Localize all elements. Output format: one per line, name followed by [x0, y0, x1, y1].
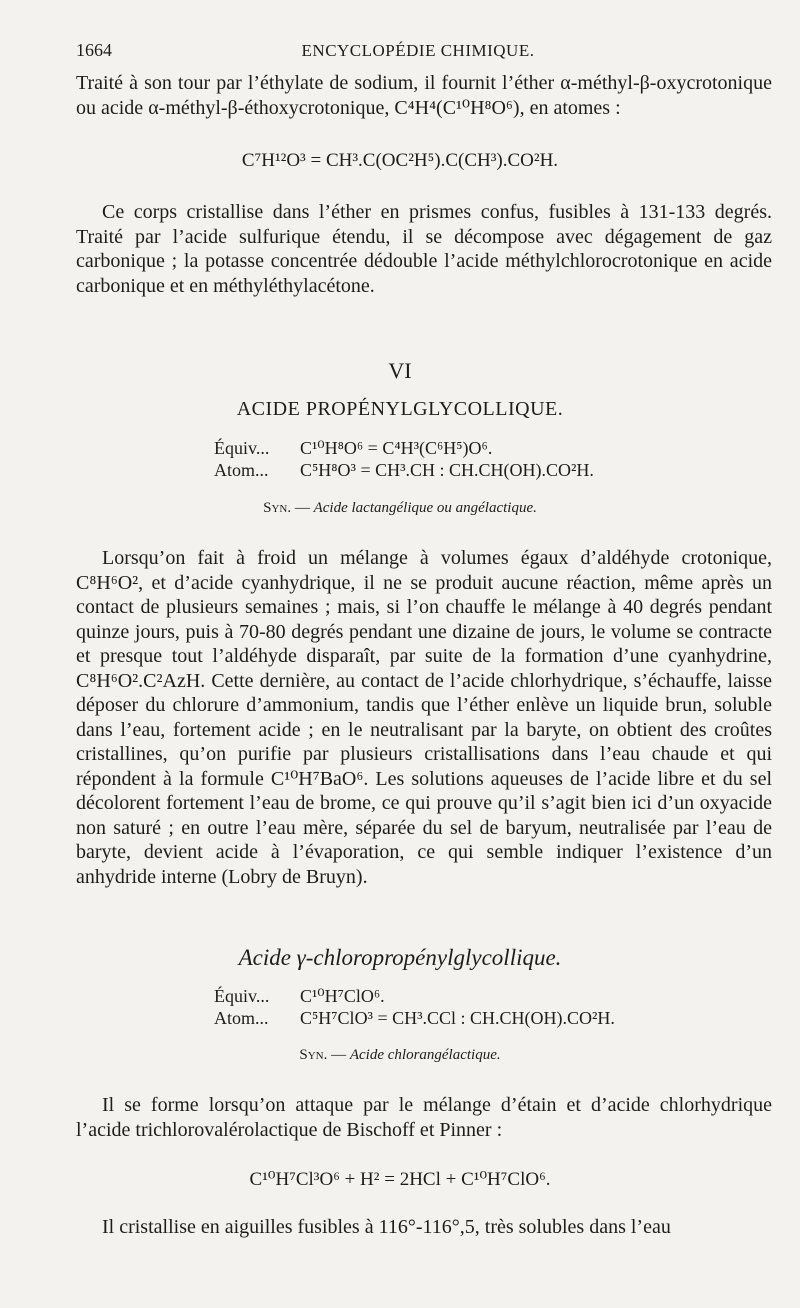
- atom-label: Atom...: [214, 1008, 269, 1028]
- equiv-formula: C¹⁰H⁷ClO⁶.: [300, 986, 385, 1006]
- paragraph-needles: Il cristallise en aiguilles fusibles à 116°-116°,5, très solubles dans l’eau: [102, 1216, 671, 1238]
- synonym-line: [0, 500, 800, 517]
- formula-reaction: C¹⁰H⁷Cl³O⁶ + H² = 2HCl + C¹⁰H⁷ClO⁶.: [249, 1169, 551, 1190]
- paragraph-ethylate: Traité à son tour par l’éthylate de sodium, il fournit l’éther α-méthyl-β-oxycrotonique ou acide α-méthyl-β-éthoxycrotonique, C⁴H⁴(C¹⁰H⁸O⁶), en atomes :: [76, 72, 772, 119]
- paragraph-crystallisation: Ce corps cristallise dans l’éther en prismes confus, fusibles à 131-133 degrés. Traité par l’acide sulfurique étendu, il se décompose avec dégagement de gaz carbonique ; la potasse concentrée dédouble l’acide méthylchlorocrotonique en acide carbonique et en méthyléthylacétone.: [76, 201, 772, 297]
- synonym-dash: —: [291, 500, 314, 516]
- page-number: 1664: [76, 40, 112, 60]
- atom-formula: C⁵H⁷ClO³ = CH³.CCl : CH.CH(OH).CO²H.: [300, 1008, 615, 1028]
- equiv-label: Équiv...: [214, 986, 270, 1006]
- subsection-title: Acide γ-chloropropénylglycollique.: [238, 945, 562, 970]
- synonym-text: Acide chlorangélactique.: [349, 1047, 501, 1063]
- atom-formula: C⁵H⁸O³ = CH³.CH : CH.CH(OH).CO²H.: [300, 460, 594, 480]
- formula-atoms: C⁷H¹²O³ = CH³.C(OC²H⁵).C(CH³).CO²H.: [241, 150, 559, 171]
- running-header: [76, 40, 760, 64]
- section-title: ACIDE PROPÉNYLGLYCOLLIQUE.: [236, 398, 564, 420]
- equiv-label: Équiv...: [214, 438, 270, 458]
- paragraph-formation: Il se forme lorsqu’on attaque par le mélange d’étain et d’acide chlorhydrique l’acide trichlorovalérolactique de Bischoff et Pinner :: [76, 1094, 772, 1141]
- atom-label: Atom...: [214, 460, 269, 480]
- paragraph-preparation: Lorsqu’on fait à froid un mélange à volumes égaux d’aldéhyde crotonique, C⁸H⁶O², et d’acide cyanhydrique, il ne se produit aucune réaction, même après un contact de plusieurs semaines ; mais, si l’on chauffe le mélange à 40 degrés pendant quinze jours, puis à 70-80 degrés pendant une dizaine de jours, le volume se contracte et presque tout l’aldéhyde disparaît, par suite de la formation d’une cyanhydrine, C⁸H⁶O².C²AzH. Cette dernière, au contact de l’acide chlorhydrique, s’échauffe, laisse déposer du chlorure d’ammonium, tandis que l’éther enlève un liquide brun, soluble dans l’eau, fortement acide ; en le neutralisant par la baryte, on obtient des croûtes cristallines, qu’on purifie par plusieurs cristallisations dans l’eau chaude et qui répondent à la formule C¹⁰H⁷BaO⁶. Les solutions aqueuses de l’acide libre et du sel décolorent fortement l’eau de brome, ce qui prouve qu’il s’agit bien ici d’un oxyacide non saturé ; en outre l’eau mère, séparée du sel de baryum, neutralisée par l’eau de baryte, devient acide à l’évaporation, ce qui semble indiquer l’existence d’un anhydride interne (Lobry de Bruyn).: [76, 547, 772, 888]
- running-title: ENCYCLOPÉDIE CHIMIQUE.: [301, 41, 535, 60]
- synonym-text: Acide lactangélique ou angélactique.: [313, 500, 537, 516]
- synonym-label: Syn.: [299, 1047, 328, 1063]
- section-numeral: VI: [388, 358, 412, 383]
- formula-block-propenylglycollique: [214, 437, 594, 481]
- equiv-formula: C¹⁰H⁸O⁶ = C⁴H³(C⁶H⁵)O⁶.: [300, 438, 493, 458]
- synonym-line-2: [0, 1047, 800, 1064]
- synonym-label: Syn.: [263, 500, 292, 516]
- formula-block-chloropropenyl: [214, 985, 615, 1029]
- synonym-dash: —: [327, 1047, 350, 1063]
